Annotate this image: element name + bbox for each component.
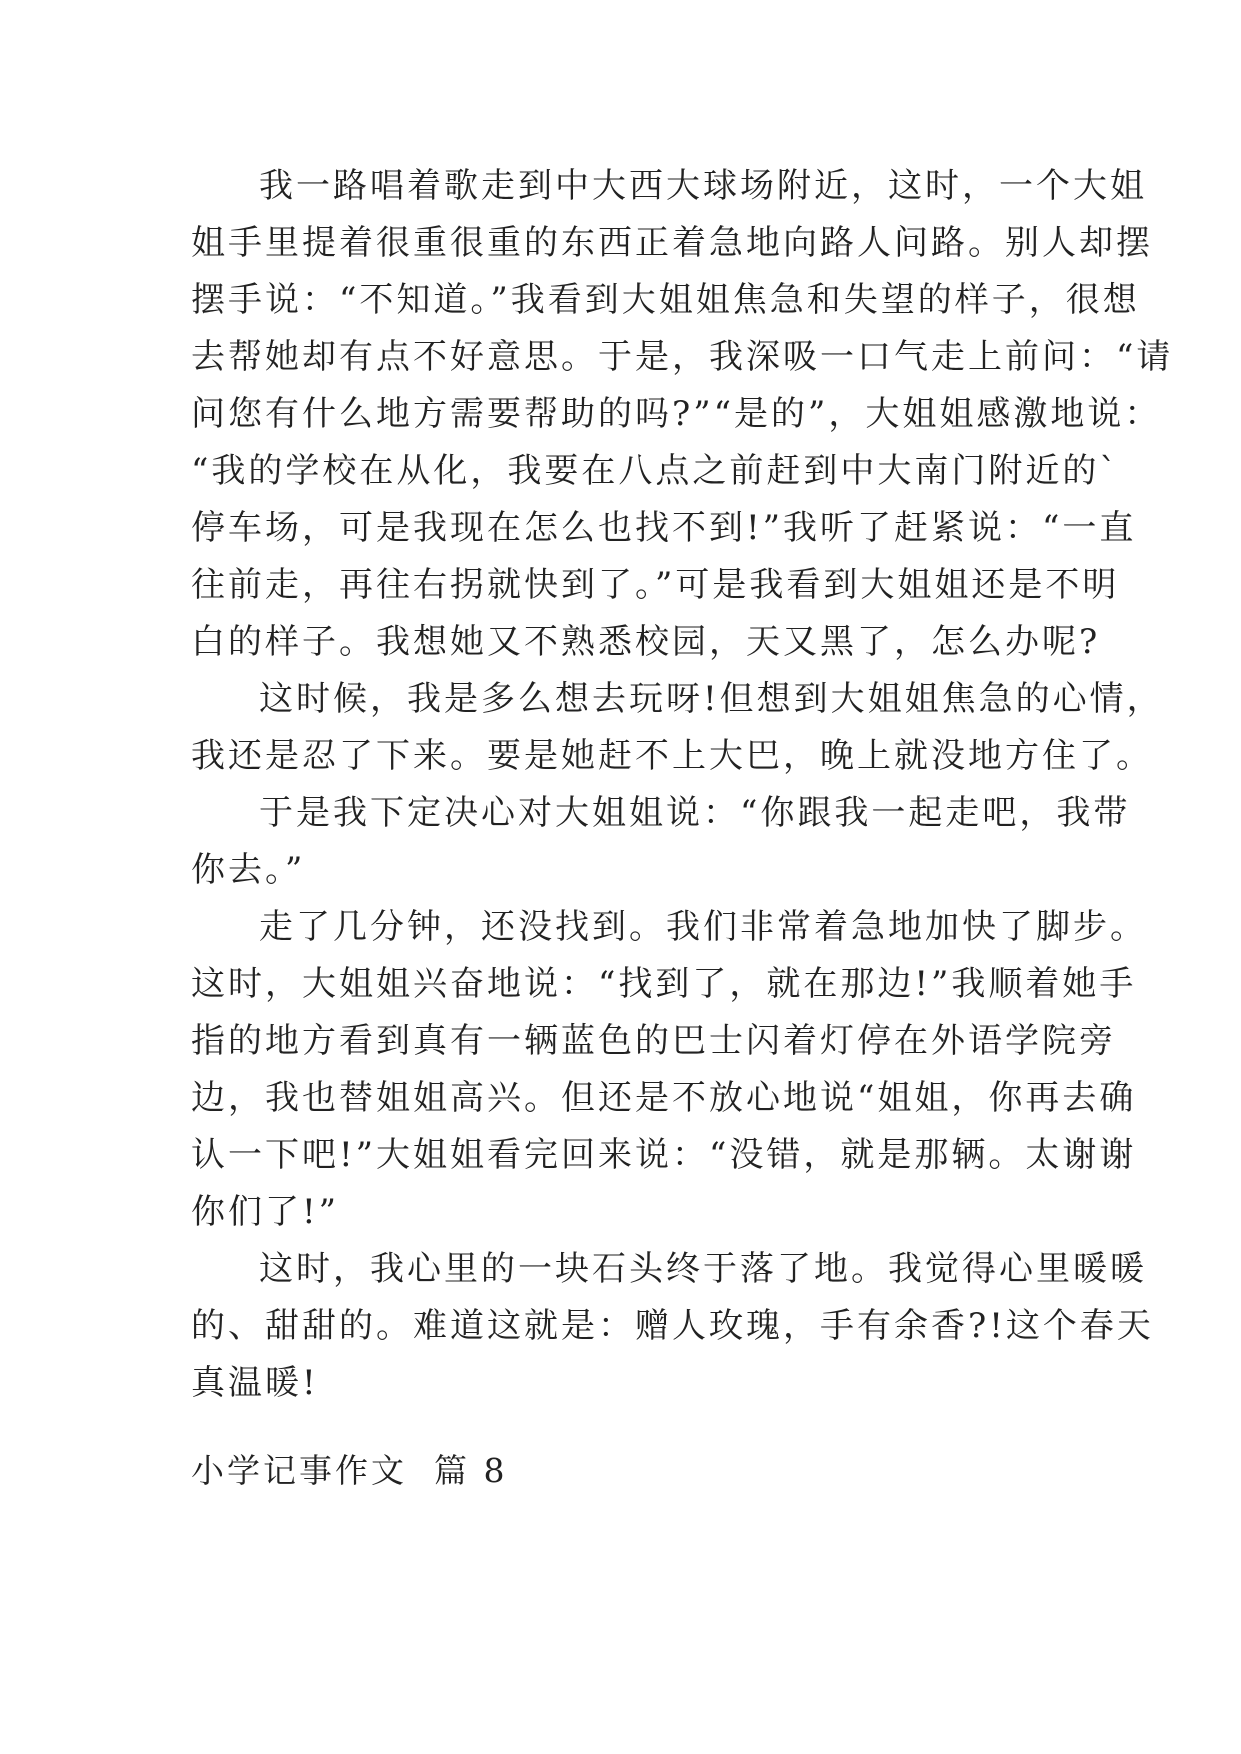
paragraph-2	[191, 671, 1164, 785]
text-line: 指的地方看到真有一辆蓝色的巴士闪着灯停在外语学院旁	[191, 1021, 1116, 1061]
text-line: 走了几分钟，还没找到。我们非常着急地加快了脚步。	[259, 907, 1147, 947]
text-line: 真温暖!	[191, 1363, 319, 1403]
text-line: 这时，大姐姐兴奋地说：“找到了，就在那边!”我顺着她手	[191, 964, 1137, 1004]
text-line: 认一下吧!”大姐姐看完回来说：“没错，就是那辆。太谢谢	[191, 1135, 1137, 1175]
paragraph-5	[191, 1241, 1154, 1412]
text-line: 于是我下定决心对大姐姐说：“你跟我一起走吧，我带	[259, 793, 1131, 833]
paragraph-1	[191, 158, 1174, 671]
text-line: 白的样子。我想她又不熟悉校园，天又黑了，怎么办呢?	[191, 622, 1101, 662]
text-line: 去帮她却有点不好意思。于是，我深吸一口气走上前问：“请	[191, 337, 1174, 377]
text-line: 往前走，再往右拐就快到了。”可是我看到大姐姐还是不明	[191, 565, 1120, 605]
text-line: 这时候，我是多么想去玩呀!但想到大姐姐焦急的心情，	[259, 679, 1164, 719]
text-line: 你们了!”	[191, 1192, 340, 1232]
essay-body	[191, 158, 1174, 1412]
text-line: 边，我也替姐姐高兴。但还是不放心地说“姐姐，你再去确	[191, 1078, 1137, 1118]
text-line: 这时，我心里的一块石头终于落了地。我觉得心里暖暖	[259, 1249, 1147, 1289]
text-line: 我还是忍了下来。要是她赶不上大巴，晚上就没地方住了。	[191, 736, 1153, 776]
text-line: 姐手里提着很重很重的东西正着急地向路人问路。别人却摆	[191, 223, 1153, 263]
paragraph-3	[191, 785, 1131, 899]
text-line: 你去。”	[191, 850, 306, 890]
text-line: 问您有什么地方需要帮助的吗?”“是的”，大姐姐感激地说：	[191, 394, 1162, 434]
text-line: 我一路唱着歌走到中大西大球场附近，这时，一个大姐	[259, 166, 1147, 206]
text-line: 的、甜甜的。难道这就是：赠人玫瑰，手有余香?!这个春天	[191, 1306, 1154, 1346]
text-line: 摆手说：“不知道。”我看到大姐姐焦急和失望的样子，很想	[191, 280, 1140, 320]
text-line: 停车场，可是我现在怎么也找不到!”我听了赶紧说：“一直	[191, 508, 1137, 548]
text-line: “我的学校在从化，我要在八点之前赶到中大南门附近的`	[191, 451, 1120, 491]
section-heading: 小学记事作文 篇 8	[191, 1451, 508, 1490]
paragraph-4	[191, 899, 1147, 1241]
